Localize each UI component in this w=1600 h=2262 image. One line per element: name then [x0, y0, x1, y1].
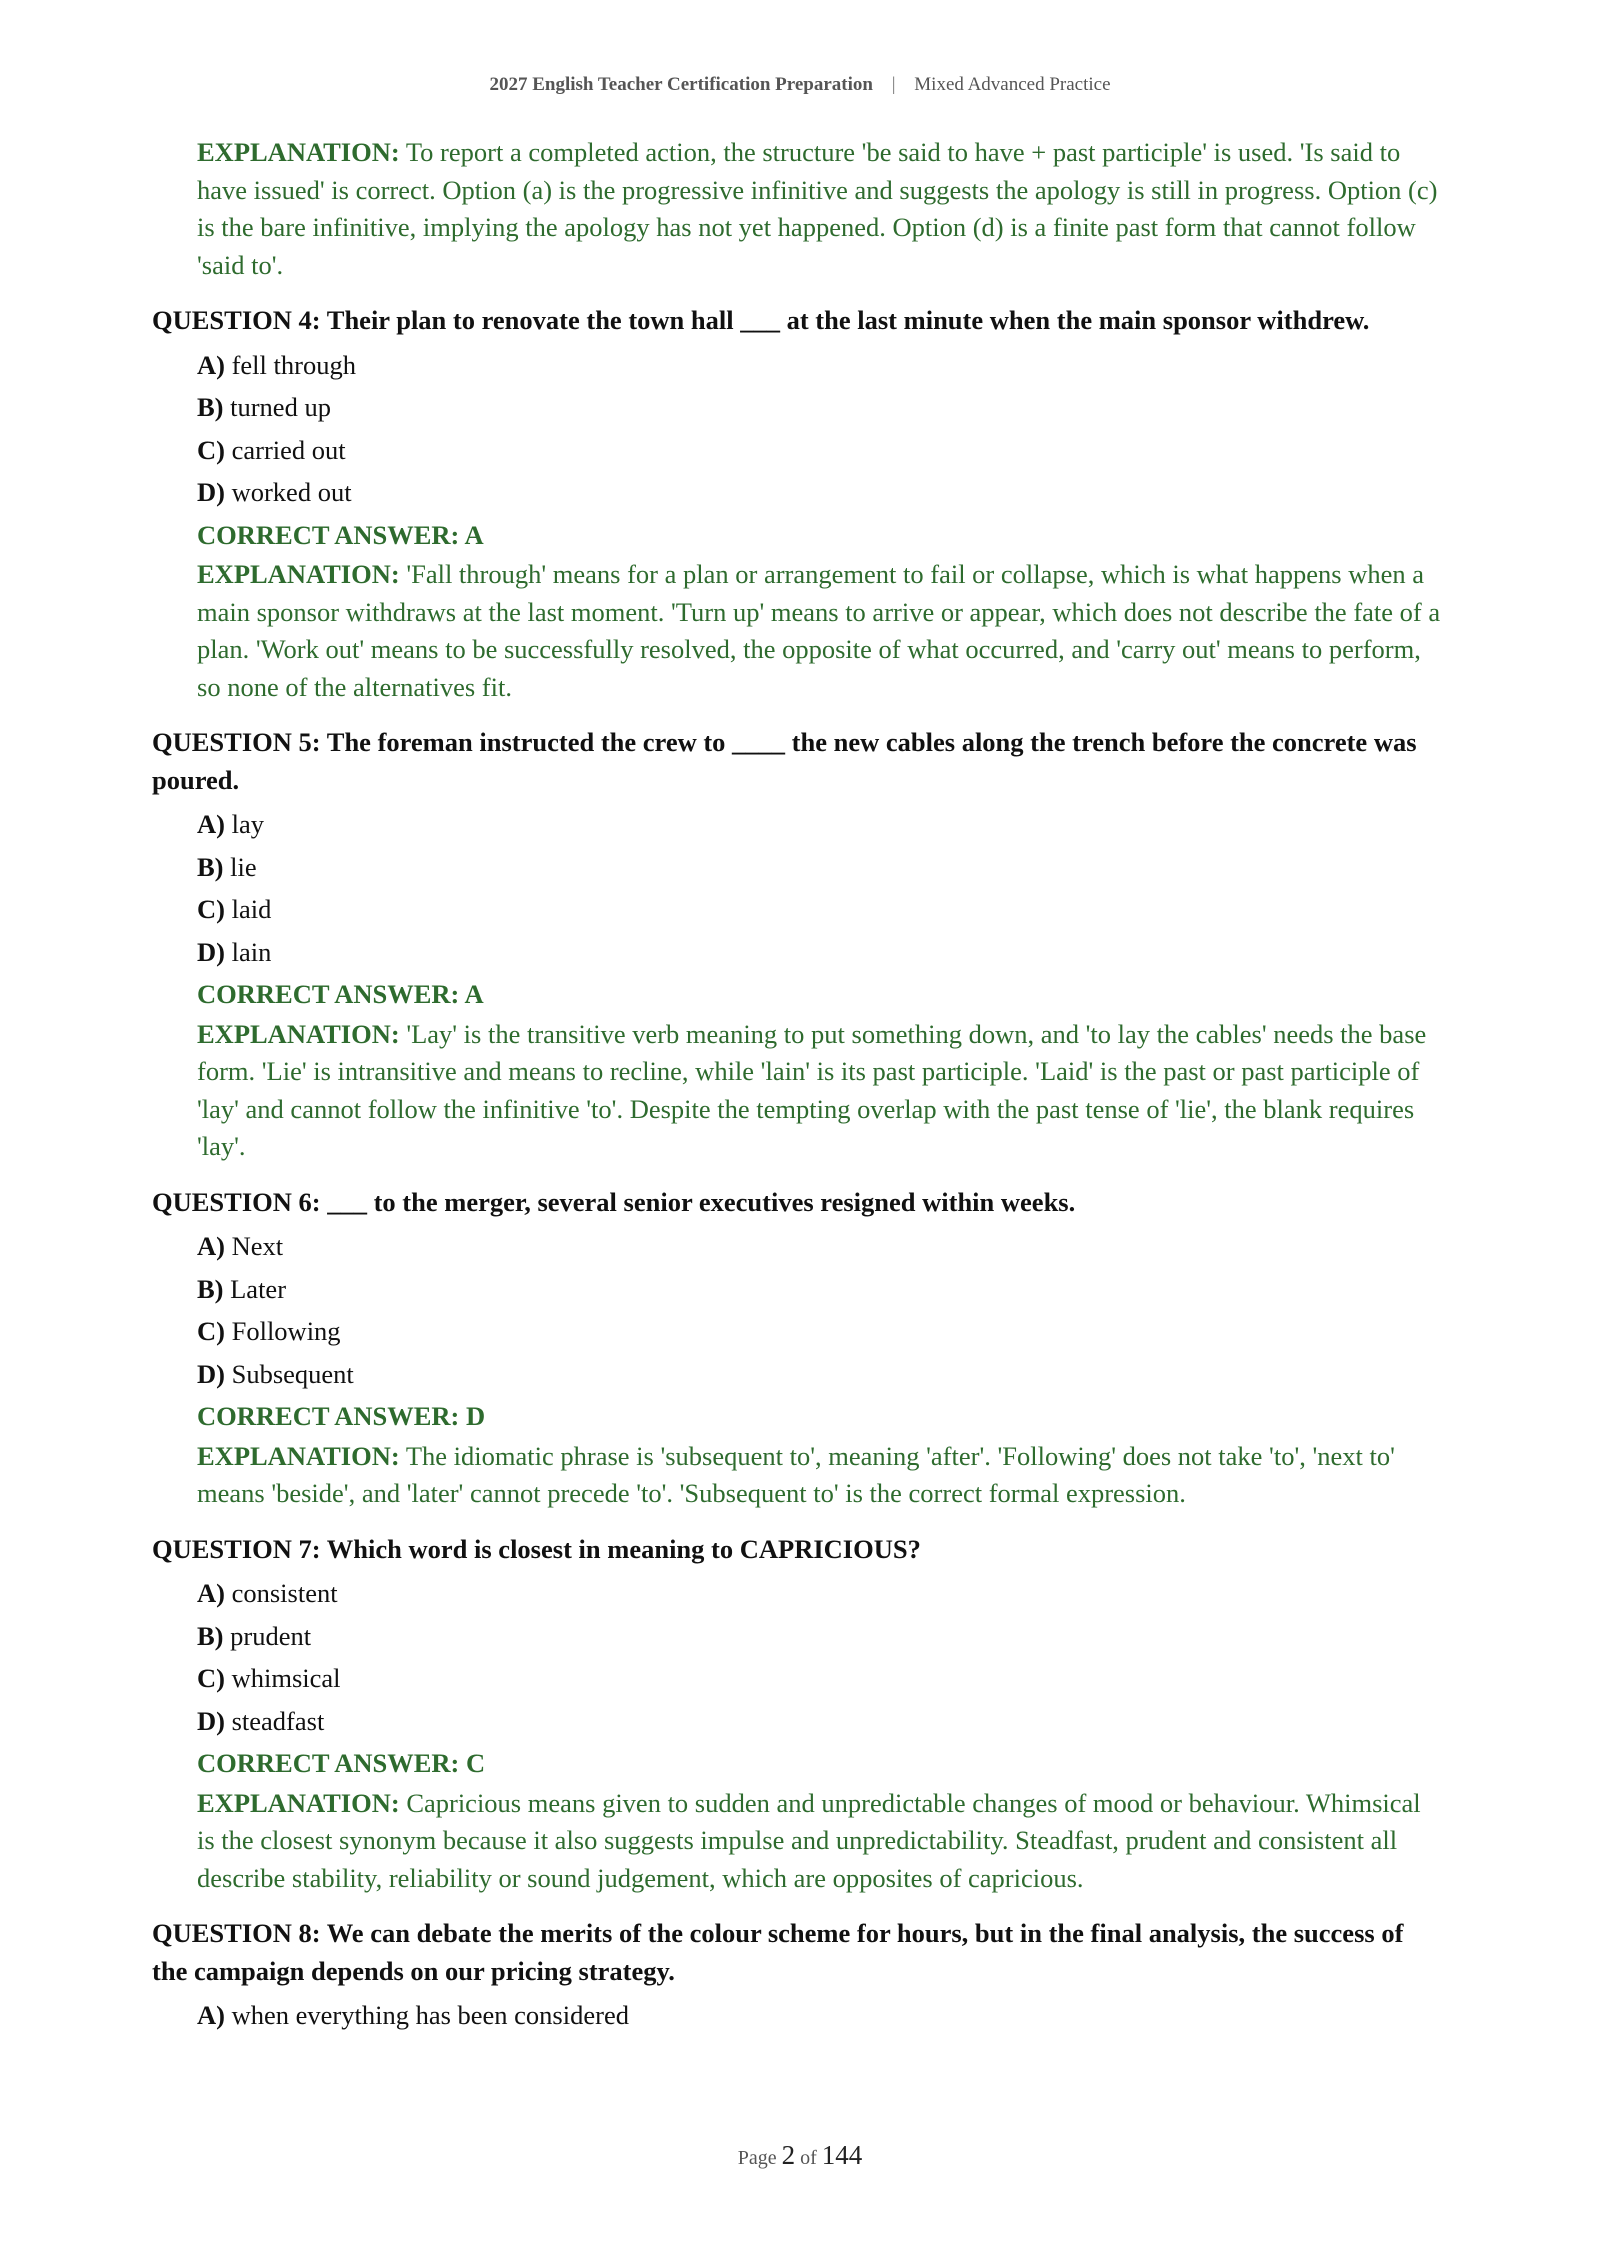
- option-letter: D): [197, 1358, 225, 1389]
- option-text: fell through: [231, 349, 356, 380]
- options-list: [197, 803, 1442, 973]
- footer-of-word: of: [800, 2147, 817, 2169]
- option-d: [197, 1700, 1442, 1743]
- option-text: lain: [231, 936, 272, 967]
- correct-answer: CORRECT ANSWER: A: [197, 519, 484, 550]
- option-letter: A): [197, 1231, 225, 1261]
- option-d: [197, 471, 1442, 514]
- option-text: steadfast: [231, 1705, 325, 1736]
- option-a: [197, 803, 1442, 846]
- option-letter: A): [197, 349, 225, 380]
- explanation-label: EXPLANATION:: [197, 559, 400, 589]
- option-text: consistent: [231, 1578, 338, 1608]
- correct-answer: CORRECT ANSWER: A: [197, 979, 484, 1009]
- option-letter: C): [197, 1663, 225, 1693]
- option-text: Following: [231, 1316, 341, 1346]
- option-a: [197, 1572, 1442, 1615]
- explanation-q3: [197, 134, 1442, 284]
- question-label: QUESTION 4:: [152, 305, 321, 335]
- option-text: Later: [230, 1273, 287, 1304]
- option-a: [197, 1994, 1442, 2037]
- option-text: carried out: [231, 434, 346, 465]
- options-list: [197, 1225, 1442, 1395]
- question-text: We can debate the merits of the colour scheme for hours, but in the final analysis, the success of the campaign depends on our pricing strategy.: [152, 1918, 1404, 1986]
- explanation-label: EXPLANATION:: [197, 1440, 400, 1471]
- option-letter: D): [197, 1705, 225, 1736]
- explanation-label: EXPLANATION:: [197, 1787, 400, 1818]
- header-subtitle: Mixed Advanced Practice: [914, 74, 1111, 95]
- correct-answer: CORRECT ANSWER: C: [197, 1748, 486, 1778]
- option-text: laid: [231, 894, 272, 924]
- options-list: [197, 1994, 1442, 2037]
- page-footer: [0, 2140, 1600, 2171]
- explanation-text: 'Fall through' means for a plan or arrangement to fail or collapse, which is what happens when a main sponsor withdraws at the last moment. 'Turn up' means to arrive or appear, which does not describe the fate of a plan. 'Work out' means to be successfully resolved, the opposite of what occurred, and 'carry out' means to perform, so none of the alternatives fit.: [197, 559, 1441, 702]
- explanation-label: EXPLANATION:: [197, 1018, 400, 1049]
- question-block-6: [152, 1184, 1442, 1513]
- correct-answer: CORRECT ANSWER: D: [197, 1401, 486, 1431]
- explanation-text: To report a completed action, the structure 'be said to have + past participle' is used. 'Is said to have issued' is correct. Option (a) is the progressive infinitive and suggests the apology is still in progress. Option (c) is the bare infinitive, implying the apology has not yet happened. Option (d) is a finite past form that cannot follow 'said to'.: [197, 137, 1438, 280]
- question-6: [152, 1184, 1442, 1222]
- explanation: [197, 1016, 1442, 1166]
- question-label: QUESTION 5:: [152, 727, 321, 757]
- option-text: lay: [231, 809, 264, 839]
- option-text: Subsequent: [231, 1358, 354, 1389]
- option-letter: C): [197, 894, 225, 924]
- explanation: [197, 556, 1442, 706]
- option-letter: B): [197, 1273, 224, 1304]
- option-letter: D): [197, 477, 225, 507]
- option-c: [197, 429, 1442, 472]
- question-7: [152, 1531, 1442, 1569]
- option-b: [197, 386, 1442, 429]
- option-c: [197, 1310, 1442, 1353]
- explanation: [197, 1438, 1442, 1513]
- option-b: [197, 846, 1442, 889]
- option-d: [197, 931, 1442, 974]
- option-letter: B): [197, 392, 224, 422]
- option-letter: B): [197, 1620, 224, 1651]
- option-letter: A): [197, 809, 225, 839]
- option-letter: D): [197, 936, 225, 967]
- option-d: [197, 1353, 1442, 1396]
- header-title: 2027 English Teacher Certification Preparation: [489, 74, 873, 95]
- question-block-5: [152, 724, 1442, 1166]
- option-letter: A): [197, 1578, 225, 1608]
- page-header: [0, 74, 1600, 96]
- question-block-7: [152, 1531, 1442, 1898]
- question-8: [152, 1915, 1442, 1990]
- explanation-text: The idiomatic phrase is 'subsequent to', meaning 'after'. 'Following' does not take 'to', 'next to' means 'beside', and 'later' cannot precede 'to'. 'Subsequent to' is the correct formal expression.: [197, 1440, 1395, 1508]
- footer-page-number: 2: [781, 2140, 796, 2170]
- explanation-text: 'Lay' is the transitive verb meaning to put something down, and 'to lay the cables' needs the base form. 'Lie' is intransitive and means to recline, while 'lain' is its past participle. 'Laid' is the past or past participle of 'lay' and cannot follow the infinitive 'to'. Despite the tempting overlap with the past tense of 'lie', the blank requires 'lay'.: [197, 1018, 1427, 1161]
- option-text: worked out: [231, 477, 352, 507]
- option-c: [197, 1657, 1442, 1700]
- footer-page-word: Page: [737, 2147, 777, 2169]
- option-b: [197, 1615, 1442, 1658]
- explanation-label: EXPLANATION:: [197, 137, 400, 167]
- page-content: [152, 134, 1442, 2037]
- question-text: ___ to the merger, several senior executives resigned within weeks.: [327, 1186, 1076, 1217]
- option-a: [197, 344, 1442, 387]
- option-text: turned up: [230, 392, 331, 422]
- question-label: QUESTION 6:: [152, 1186, 321, 1217]
- option-letter: B): [197, 851, 224, 882]
- option-a: [197, 1225, 1442, 1268]
- option-text: whimsical: [231, 1663, 341, 1693]
- option-text: when everything has been considered: [231, 2000, 629, 2030]
- explanation: [197, 1785, 1442, 1898]
- question-4: [152, 302, 1442, 340]
- option-c: [197, 888, 1442, 931]
- option-text: lie: [230, 851, 257, 882]
- question-block-8: [152, 1915, 1442, 2037]
- option-text: Next: [231, 1231, 284, 1261]
- footer-page-total: 144: [821, 2140, 863, 2170]
- options-list: [197, 1572, 1442, 1742]
- option-letter: A): [197, 2000, 225, 2030]
- option-letter: C): [197, 434, 225, 465]
- question-5: [152, 724, 1442, 799]
- question-block-4: [152, 302, 1442, 706]
- question-text: Their plan to renovate the town hall ___ at the last minute when the main sponsor withdrew.: [326, 305, 1370, 335]
- question-label: QUESTION 7:: [152, 1533, 321, 1564]
- options-list: [197, 344, 1442, 514]
- option-text: prudent: [230, 1620, 312, 1651]
- header-separator: |: [891, 74, 896, 95]
- explanation-text: Capricious means given to sudden and unpredictable changes of mood or behaviour. Whimsical is the closest synonym because it also suggests impulse and unpredictability. Steadfast, prudent and consistent all describe stability, reliability or sound judgement, which are opposites of capricious.: [197, 1787, 1421, 1893]
- question-text: The foreman instructed the crew to ____ the new cables along the trench before the concrete was poured.: [152, 727, 1417, 795]
- option-b: [197, 1268, 1442, 1311]
- option-letter: C): [197, 1316, 225, 1346]
- question-label: QUESTION 8:: [152, 1918, 321, 1948]
- question-text: Which word is closest in meaning to CAPRICIOUS?: [326, 1533, 921, 1564]
